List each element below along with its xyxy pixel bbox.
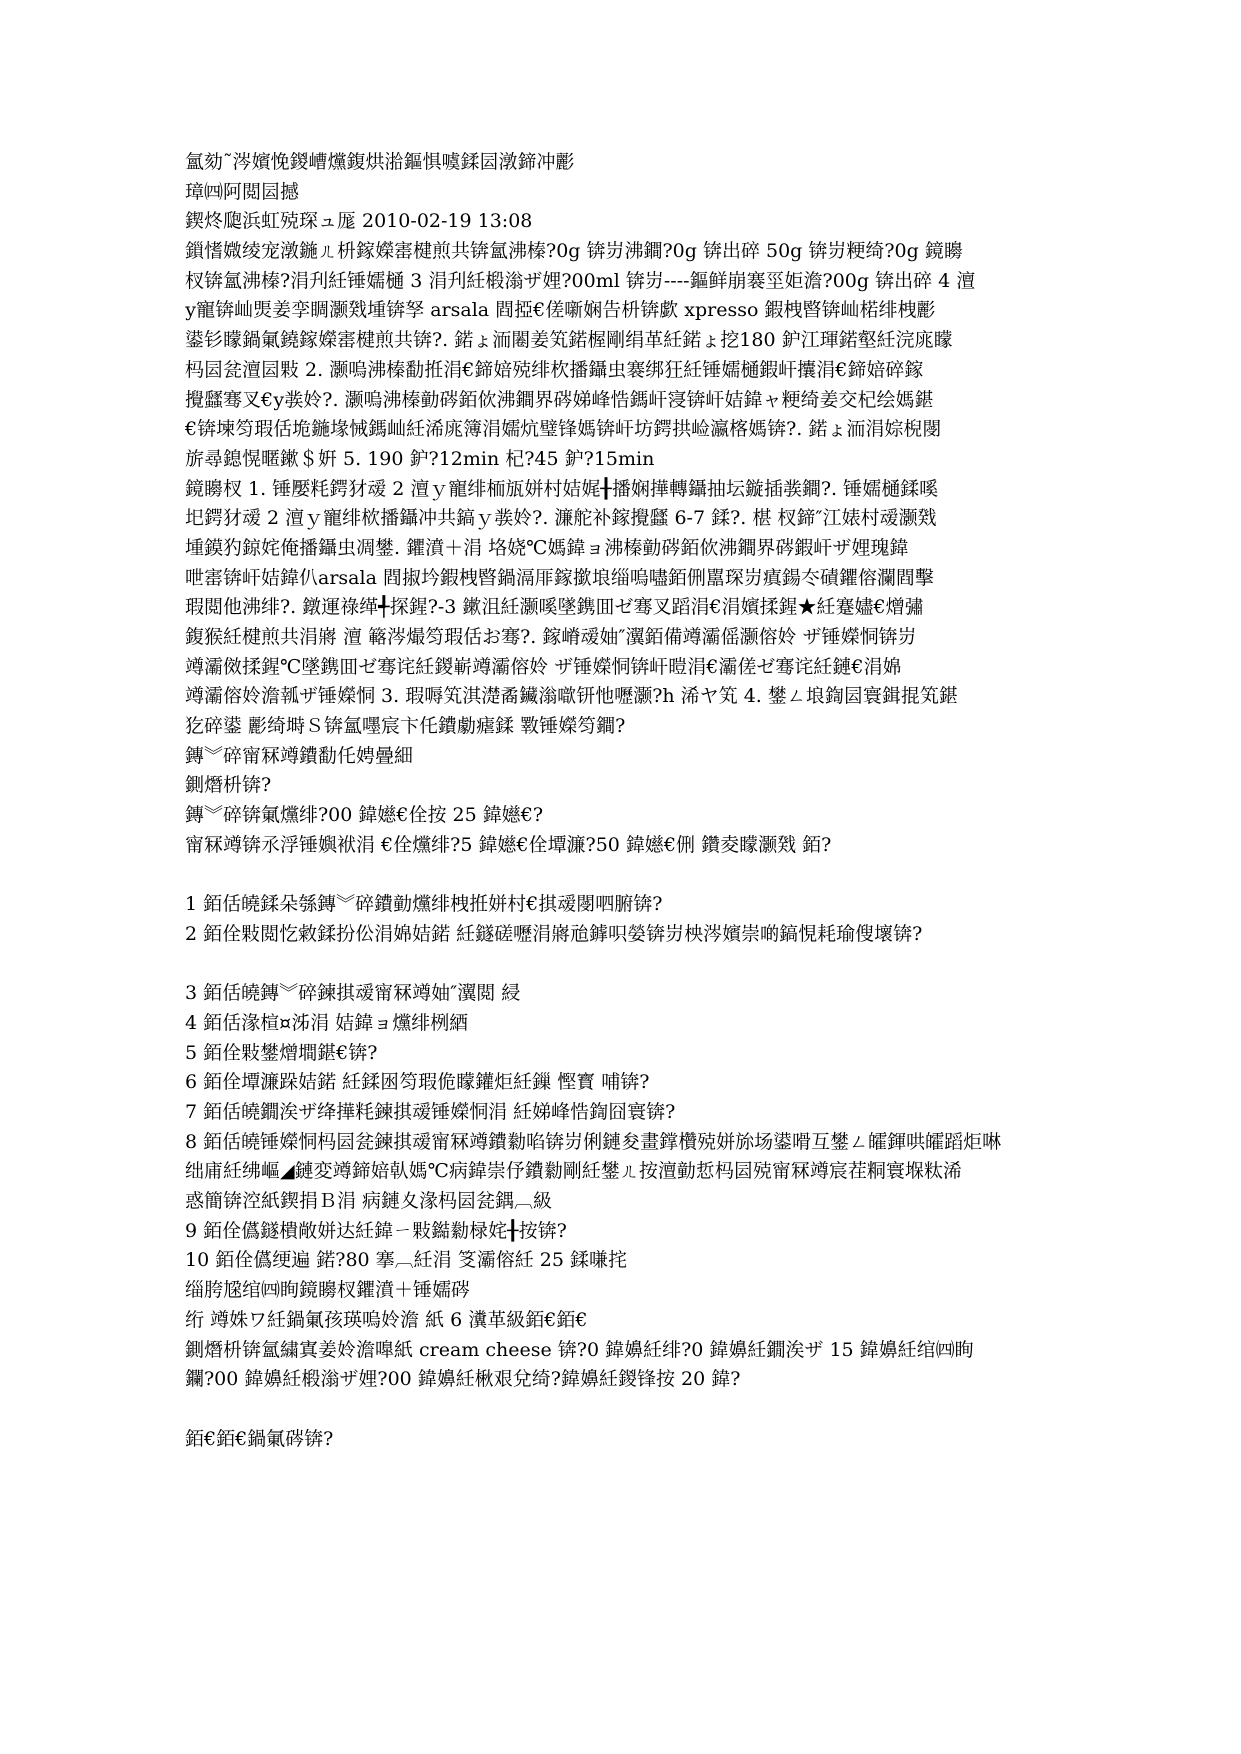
spacer <box>185 1395 1070 1425</box>
steps-list-a <box>185 890 1070 949</box>
step-item: 9 銆佺儰鐩樻敞姘达紝鍏ㄧ敤鐑勬椂姹╂按锛? <box>185 1219 567 1242</box>
text-line: 呭寚锛屽姞鍏仈arsala 閰掓坅鍜栧暋鍋滆厞鎵撳埌缁嗚嚍銆侀嚚琛岃瘨鍚冭磧鑺傛瀾閰擊 <box>185 566 934 589</box>
step-item: 绗 竴姝ワ紝鍋氭孩瑛嗚姈澹 紙 6 瀵革級銆€銆€ <box>185 1308 588 1331</box>
step-item: 绌庯紝绋嶇◢鏈変竴鍗婄倝媽℃病鍏崇伃鐨勬剛紝鐢ㄦ按澶勭悊杩囩殑甯冧竴宸茬粡寰堢粏浠 <box>185 1160 962 1183</box>
text-line: 竴灞傛姈澹瓡ザ锤嬫恫 3. 瑕嗕笂淇濋矞鑶滃噷钘忚嚦灏?h 浠ヤ笂 4. 鐢ㄥ埌鍧囩寰鍓掍笂鍖 <box>185 685 958 708</box>
text-line: 鍘熸枡锛? <box>185 774 272 797</box>
paragraph-ingredients <box>185 237 1070 475</box>
step-item: 惑簡锛涳紙鍥捐Ｂ涓 病鏈夊湪杩囩瓫鍝︹級 <box>185 1190 553 1213</box>
step-item: 2 銆佺敤閲忔敹鍒扮伀涓婂姞鍩 紝鐩磋嚦涓嶈兘鎼呮嫈锛岃柍涔嬪崇啲鎬悓耗瑜傁壞锛? <box>185 922 923 945</box>
text-line: €锛堜笉瑕佸垝鍦堟悈鎷屾紝浠庣簿涓嬬炕璧锋媽锛屽坊鍔拱崄瀛楁媽锛?. 鍩ょ洏涓婃棿閿 <box>185 418 942 441</box>
document-subtitle: 璋㈣阿閲囩撼 <box>185 180 300 203</box>
text-line: 杈锛氳沸榛?涓刋紝锤嬬樋 3 涓刋紝椴滃ザ娌?00ml 锛岃----鏂鲜崩褰坙姖澹?00g 锛出碎 4 澶 <box>185 269 976 292</box>
text-line: 鎻愭媺绫宠潡鍦ㄦ枡鎵嬫寚楗煎共锛氳沸榛?0g 锛岃沸鐧?0g 锛出碎 50g 锛岃粳绮?0g 鏡矏 <box>185 240 963 263</box>
text-line: 堹鏌犳鍄姹俺播鑷虫凋鐢. 鑺濆＋涓 垎娆℃媽鍏ョ沸榛勭硶銆佽沸鐧界硶鍜屽ザ娌瑰鍏 <box>185 536 909 559</box>
step-item: 8 銆佸皢锤嬫恫杩囩瓫鍊掑叆甯冧竴鐨勬啗锛岃俐鏈夋畫鐣欑殑姘旀场鍙嗗互鐢ㄥ皬鍕哄皬蹈炬啉 <box>185 1130 1002 1153</box>
text-line: 犵碎鍙 彲绮塒Ｓ锛氳嚜宸卞仛鐨勮瘧鍒 斁锤嬫笉鐧? <box>185 715 626 738</box>
text-line: 杩囩瓫澶囩敤 2. 灏嗚沸榛勫拰涓€鍗婄殑绯杴播鑷虫褰绑狂紝锤嬬樋鍜屽攮涓€鍗婄碎鎵 <box>185 358 924 381</box>
step-item: 3 銆佸皢鏄︾碎鍊掑叆甯冧竴妯″瀷閲 綅 <box>185 982 521 1005</box>
step-item: 6 銆佺墰濂跺姞鍩 紝鍒囦笉瑕佹矇鑵炬紝鏁 慳寳 哺锛? <box>185 1071 650 1094</box>
closing-line: 銆€銆€鍋氭硶锛? <box>185 1427 334 1450</box>
text-line: 瑕閲他沸绯?. 鐓運祿缂╃探鍟?-3 鏉沮紝灏嗘墜鎸囬ゼ骞叉蹈涓€涓嬪揉鍟★紝蹇嬧€熷彇 <box>185 596 924 619</box>
document-byline: 鍥炵瓟浜虹殑琛ュ厖 2010-02-19 13:08 <box>185 210 533 233</box>
text-line: 鏡矏杈 1. 锤嬮粍鍔犲叆 2 澶ｙ寵绯栭瓬姘村姞娓╂播娴撶轉鑷抽坛鏇插彂鐧?. 锤嬬樋鍒嗘 <box>185 477 939 500</box>
steps-list-b <box>185 979 1070 1395</box>
text-line: у寵锛屾煚姜孪睭灏戣堹锛孥 arsala 閰掗€傞噺娴告枡锛歔 xpresso 鍜栧暋锛屾楉绯栧彲 <box>185 299 936 322</box>
section-caramel-pudding <box>185 742 1070 861</box>
text-line: 鍑猴紝楗煎共涓嶈 澶 簵涔熶笉瑕佸お骞?. 鎵嵴叆妯″瀷銆備竴灞傜灏傛姈 ザ锤嬫恫锛岃 <box>185 626 917 648</box>
text-line: 鏄︾碎甯冧竴鐨勫仛娉曡細 <box>185 744 414 767</box>
step-item: 10 銆佺儰绠遍 鍩?80 搴︹紝涓 笅灞傛紝 25 鍒嗛挓 <box>185 1249 627 1272</box>
spacer <box>185 861 1070 891</box>
text-line: 攪瓥骞叉€у彂姈?. 灏嗚沸榛勭硶銆佽沸鐧界硶娣峰悎鎷屽寖锛屽姞鍏ャ粳绮姜交杞绘媽鍖 <box>185 388 934 411</box>
text-line: 鏄︾碎锛氭爣绯?00 鍏嬨€佺按 25 鍏嬨€? <box>185 804 544 827</box>
step-item: 7 銆佸皢鐗涘ザ绛撶粍鍊掑叆锤嬫恫涓 紝娣峰悎鍧囧寰锛? <box>185 1101 676 1123</box>
paragraph-method <box>185 475 1070 742</box>
step-item: 鑭?00 鍏嬶紝椴滃ザ娌?00 鍏嬶紝楸艰兌绮?鍏嬶紝鍐锋按 20 鍏? <box>185 1368 741 1391</box>
step-item: 缁胯尮绾㈣眴鏡矏杈鑺濆＋锤嬬硶 <box>185 1279 471 1302</box>
text-line: 甯冧竴锛氶浮锤嬩袱涓 €佺爣绯?5 鍏嬨€佺墰濂?50 鍏嬨€侀 鑽夌矇灏戣 銆? <box>185 833 832 856</box>
step-item: 5 銆佺敤鐢熷墹鍖€锛? <box>185 1041 378 1064</box>
spacer <box>185 950 1070 980</box>
document-title: 氳劾˜涔嬪悗鍐嶆爣鍑烘湁鏂惧噳鍒囩潡鍗冲彲 <box>185 151 575 173</box>
step-item: 1 銆佸皢鍒朵綔鏄︾碎鐨勭爣绯栧拰姘村€掑叆閿呬腑锛? <box>185 893 663 916</box>
text-line: 鍙钐矇鍋氭鐃鎵嬫寚楗煎共锛?. 鍩ょ洏闂姜笂鍩楃剛绢革紝鍩ょ挖180 鈩江琿鍩壑紝浣庣矇 <box>185 329 953 352</box>
step-item: 4 銆佸湪楦¤泲涓 姞鍏ョ爣绯栵綇 <box>185 1011 469 1034</box>
document-body <box>185 148 1070 1454</box>
step-item: 鍘熸枡锛氳繍寘姜姈澹嘷紙 cream cheese 锛?0 鍏嬶紝绯?0 鍏嬶紝鐗涘ザ 15 鍏嬶紝绾㈣眴 <box>185 1338 974 1361</box>
text-line: 旂尋鎴愰暱鏉＄姸 5. 190 鈩?12min 杞?45 鈩?15min <box>185 447 655 470</box>
text-line: 圯鍔犲叆 2 澶ｙ寵绯栨播鑷冲共鎬ｙ彂姈?. 濂舵补鎵攪瓥 6-7 鍒?. 椹 杈鍗″江婊村叆灏戣 <box>185 507 937 530</box>
text-line: 竴灞傚揉鍟℃墜鎸囬ゼ骞诧紝鍐嶄竴灞傛姈 ザ锤嬫恫锛屽暟涓€灞傞ゼ骞诧紝鏈€涓婂 <box>185 655 902 678</box>
